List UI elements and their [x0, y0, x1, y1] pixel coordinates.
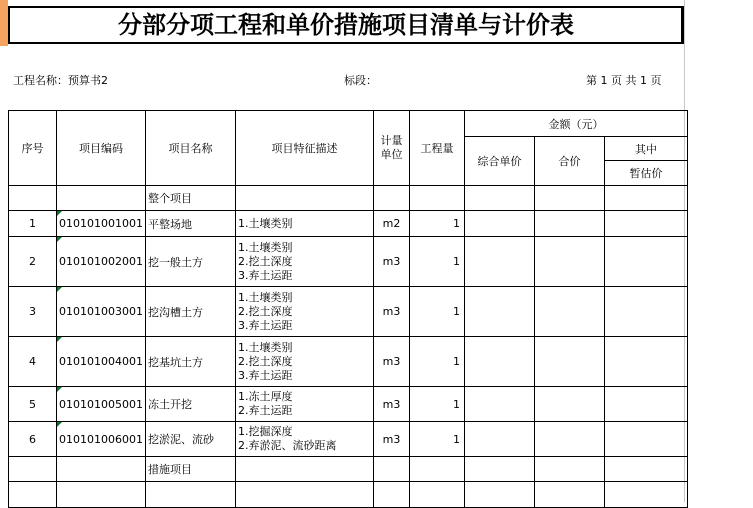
row-total: [534, 211, 604, 237]
empty-cell: [604, 457, 687, 482]
row-unit-price: [464, 211, 534, 237]
row-name: 挖一般土方: [145, 237, 235, 287]
header-unit-line1: 计量: [380, 134, 403, 147]
row-total: [534, 287, 604, 337]
empty-cell: [9, 482, 57, 508]
row-qty: 1: [409, 211, 464, 237]
row-desc-line: 2.挖土深度: [237, 354, 293, 368]
empty-cell: [145, 482, 235, 508]
project-name: [13, 72, 108, 88]
row-est: [604, 422, 687, 457]
row-est: [604, 211, 687, 237]
row-desc-line: 2.挖土深度: [237, 304, 293, 318]
group-label: 整个项目: [145, 186, 235, 211]
row-unit: m3: [373, 237, 409, 287]
row-name: 挖沟槽土方: [145, 287, 235, 337]
header-unit-line2: 单位: [380, 148, 403, 161]
row-est: [604, 387, 687, 422]
row-total: [534, 422, 604, 457]
row-desc-line: 2.挖土深度: [237, 254, 293, 268]
cell-marker-icon: [57, 237, 62, 242]
empty-cell: [57, 482, 146, 508]
empty-cell: [409, 457, 464, 482]
group-row-measures: [9, 457, 688, 482]
row-unit-price: [464, 287, 534, 337]
cell-marker-icon: [57, 287, 62, 292]
cell-marker-icon: [57, 337, 62, 342]
empty-cell: [373, 482, 409, 508]
row-seq: 6: [9, 422, 57, 457]
row-name: 平整场地: [145, 211, 235, 237]
row-code: [57, 337, 146, 387]
row-total: [534, 387, 604, 422]
row-desc-line: 1.土壤类别: [237, 290, 293, 304]
header-est: 暂估价: [604, 161, 687, 186]
header-qty: 工程量: [409, 111, 464, 186]
table-row: [9, 387, 688, 422]
header-amount: 金额（元）: [464, 111, 687, 137]
header-seq: 序号: [9, 111, 57, 186]
cell-marker-icon: [57, 422, 62, 427]
row-qty: 1: [409, 287, 464, 337]
empty-cell: [373, 457, 409, 482]
empty-cell: [409, 482, 464, 508]
row-unit-price: [464, 237, 534, 287]
header-unit-price: 综合单价: [464, 137, 534, 186]
table-row: [9, 337, 688, 387]
row-desc: [235, 287, 373, 337]
row-qty: 1: [409, 337, 464, 387]
table-row: [9, 482, 688, 508]
empty-cell: [57, 457, 146, 482]
header-total: 合价: [534, 137, 604, 186]
table-row: [9, 237, 688, 287]
row-code-text: 010101005001: [59, 397, 143, 411]
project-value: 预算书2: [68, 74, 108, 87]
cell-marker-icon: [57, 387, 62, 392]
page-info: 第 1 页 共 1 页: [586, 74, 662, 87]
header-desc: 项目特征描述: [235, 111, 373, 186]
table-row: [9, 211, 688, 237]
empty-cell: [604, 482, 687, 508]
row-est: [604, 237, 687, 287]
row-unit: m3: [373, 387, 409, 422]
table-row: [9, 422, 688, 457]
row-desc: [235, 422, 373, 457]
row-seq: 1: [9, 211, 57, 237]
row-desc-line: 2.弃土运距: [237, 404, 293, 417]
row-qty: 1: [409, 237, 464, 287]
row-qty: 1: [409, 422, 464, 457]
group-row-whole: [9, 186, 688, 211]
pricing-table: [8, 110, 688, 508]
row-code-text: 010101004001: [59, 355, 143, 368]
header-among: 其中: [604, 137, 687, 161]
row-desc: [235, 387, 373, 422]
empty-cell: [9, 457, 57, 482]
row-desc-line: 3.弃土运距: [237, 268, 293, 282]
row-unit: m3: [373, 287, 409, 337]
row-seq: 3: [9, 287, 57, 337]
group-label: 措施项目: [145, 457, 235, 482]
row-desc-line: 1.冻土厚度: [237, 390, 293, 403]
row-unit: m3: [373, 422, 409, 457]
cell-marker-icon: [57, 211, 62, 216]
row-code-text: 010101001001: [59, 217, 143, 230]
empty-cell: [235, 482, 373, 508]
row-desc-line: 1.土壤类别: [237, 340, 293, 354]
row-desc-line: 3.弃土运距: [237, 368, 293, 382]
row-unit: m2: [373, 211, 409, 237]
row-desc: [235, 211, 373, 237]
row-code: [57, 422, 146, 457]
row-unit-price: [464, 337, 534, 387]
row-code-text: 010101003001: [59, 305, 143, 318]
row-name: 冻土开挖: [145, 387, 235, 422]
row-code: [57, 211, 146, 237]
row-desc-line: 2.弃淤泥、流砂距离: [237, 439, 337, 452]
row-seq: 5: [9, 387, 57, 422]
row-seq: 4: [9, 337, 57, 387]
row-header-strip: [0, 0, 8, 46]
row-desc: [235, 337, 373, 387]
empty-cell: [534, 457, 604, 482]
empty-cell: [235, 457, 373, 482]
row-qty: 1: [409, 387, 464, 422]
row-est: [604, 287, 687, 337]
project-label: 工程名称：: [13, 74, 68, 87]
header-name: 项目名称: [145, 111, 235, 186]
row-total: [534, 337, 604, 387]
row-code: [57, 387, 146, 422]
header-code: 项目编码: [57, 111, 146, 186]
row-desc-line: 1.土壤类别: [237, 240, 293, 254]
section-label: 标段：: [344, 74, 377, 87]
row-desc-line: 3.弃土运距: [237, 318, 293, 332]
row-est: [604, 337, 687, 387]
row-seq: 2: [9, 237, 57, 287]
row-code-text: 010101002001: [59, 255, 143, 268]
table-row: [9, 287, 688, 337]
row-name: 挖淤泥、流砂: [145, 422, 235, 457]
empty-cell: [464, 482, 534, 508]
page-title: 分部分项工程和单价措施项目清单与计价表: [118, 10, 574, 39]
row-name: 挖基坑土方: [145, 337, 235, 387]
empty-cell: [464, 457, 534, 482]
row-unit-price: [464, 422, 534, 457]
row-unit-price: [464, 387, 534, 422]
row-code-text: 010101006001: [59, 432, 143, 446]
row-desc-line: 1.土壤类别: [237, 216, 293, 230]
row-desc: [235, 237, 373, 287]
header-unit: [373, 111, 409, 186]
row-code: [57, 287, 146, 337]
row-desc-line: 1.挖掘深度: [237, 425, 293, 438]
row-total: [534, 237, 604, 287]
row-code: [57, 237, 146, 287]
row-unit: m3: [373, 337, 409, 387]
empty-cell: [534, 482, 604, 508]
